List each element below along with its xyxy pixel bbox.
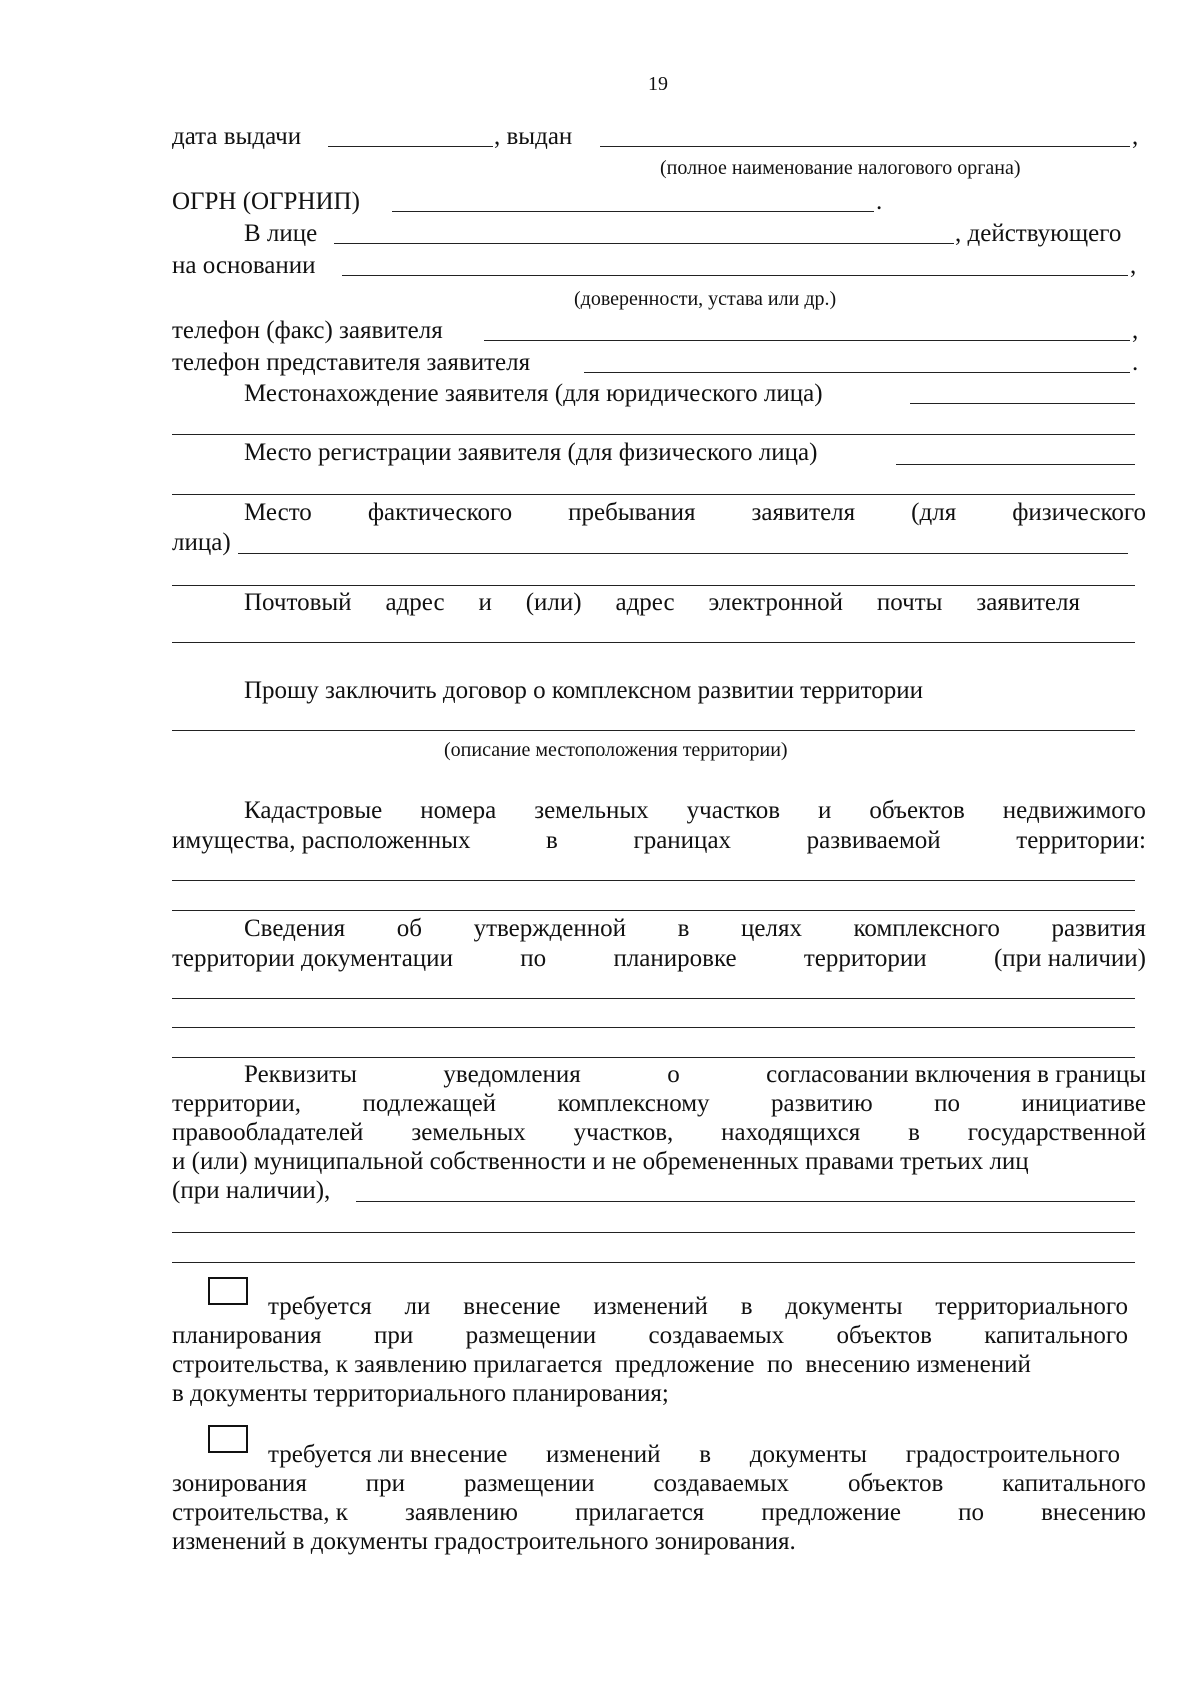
territorial-line-1: требуется ли внесение изменений в документы территориального [268, 1293, 1128, 1320]
notice-line-4: и (или) муниципальной собственности и не обремененных правами третьих лиц [172, 1148, 1029, 1175]
basis-field[interactable] [342, 275, 1128, 276]
issue-date-field[interactable] [328, 146, 493, 147]
legal-location-label: Местонахождение заявителя (для юридического лица) [244, 380, 823, 407]
applicant-phone-comma: , [1132, 317, 1139, 344]
basis-comma: , [1130, 252, 1137, 279]
in-person-field[interactable] [334, 243, 954, 244]
notice-field-1[interactable] [356, 1201, 1135, 1202]
actual-stay-field[interactable] [238, 553, 1128, 554]
actual-stay-field-2[interactable] [172, 585, 1135, 586]
cadastral-field-1[interactable] [172, 880, 1135, 881]
notice-field-2[interactable] [172, 1232, 1135, 1233]
legal-location-field-2[interactable] [172, 434, 1135, 435]
planning-docs-field-1[interactable] [172, 998, 1135, 999]
territorial-line-4: в документы территориального планирования; [172, 1380, 669, 1407]
planning-docs-line-1: Сведения об утвержденной в целях комплексного развития [244, 915, 1146, 942]
zoning-line-4: изменений в документы градостроительного зонирования. [172, 1528, 796, 1555]
issued-by-field[interactable] [600, 146, 1130, 147]
postal-address-field[interactable] [172, 642, 1135, 643]
page-number: 19 [648, 73, 668, 95]
actual-stay-line-1: Место фактического пребывания заявителя (для физического [244, 499, 1146, 526]
territory-description-caption: (описание местоположения территории) [444, 739, 788, 761]
issued-by-comma: , [1132, 123, 1139, 150]
zoning-line-2: зонирования при размещении создаваемых объектов капитального [172, 1470, 1146, 1497]
notice-line-1: Реквизиты уведомления о согласовании включения в границы [244, 1061, 1146, 1088]
applicant-phone-field[interactable] [484, 340, 1130, 341]
representative-phone-label: телефон представителя заявителя [172, 349, 531, 376]
zoning-line-3: строительства, к заявлению прилагается предложение по внесению [172, 1499, 1146, 1526]
issue-date-label: дата выдачи [172, 123, 302, 150]
territory-description-field[interactable] [172, 730, 1135, 731]
planning-docs-field-2[interactable] [172, 1027, 1135, 1028]
actual-stay-line-2: лица) [172, 529, 231, 556]
zoning-line-1: требуется ли внесение изменений в документы градостроительного [268, 1441, 1120, 1468]
registration-label: Место регистрации заявителя (для физического лица) [244, 439, 818, 466]
registration-field-2[interactable] [172, 494, 1135, 495]
cadastral-line-1: Кадастровые номера земельных участков и объектов недвижимого [244, 797, 1146, 824]
ogrn-field[interactable] [392, 211, 874, 212]
applicant-phone-label: телефон (факс) заявителя [172, 317, 443, 344]
representative-phone-field[interactable] [584, 372, 1130, 373]
ogrn-label: ОГРН (ОГРНИП) [172, 188, 360, 215]
notice-line-2: территории, подлежащей комплексному развитию по инициативе [172, 1090, 1146, 1117]
territorial-line-3: строительства, к заявлению прилагается предложение по внесению изменений [172, 1351, 1031, 1378]
acting-suffix: , действующего [955, 220, 1122, 247]
request-text: Прошу заключить договор о комплексном развитии территории [244, 677, 923, 704]
territorial-planning-checkbox[interactable] [208, 1277, 248, 1305]
registration-field[interactable] [896, 464, 1135, 465]
zoning-checkbox[interactable] [208, 1425, 248, 1453]
basis-caption: (доверенности, устава или др.) [574, 288, 837, 310]
tax-authority-caption: (полное наименование налогового органа) [660, 157, 1021, 179]
representative-phone-period: . [1132, 349, 1139, 376]
legal-location-field[interactable] [910, 403, 1135, 404]
issued-by-label: , выдан [494, 123, 573, 150]
ogrn-period: . [876, 188, 883, 215]
planning-docs-line-2: территории документации по планировке территории (при наличии) [172, 945, 1146, 972]
notice-line-3: правообладателей земельных участков, находящихся в государственной [172, 1119, 1146, 1146]
territorial-line-2: планирования при размещении создаваемых объектов капитального [172, 1322, 1128, 1349]
cadastral-line-2: имущества, расположенных в границах развиваемой территории: [172, 827, 1146, 854]
notice-field-3[interactable] [172, 1262, 1135, 1263]
cadastral-field-2[interactable] [172, 910, 1135, 911]
postal-address-label: Почтовый адрес и (или) адрес электронной почты заявителя [244, 589, 1080, 616]
in-person-label: В лице [244, 220, 318, 247]
planning-docs-field-3[interactable] [172, 1057, 1135, 1058]
notice-line-5: (при наличии), [172, 1177, 331, 1204]
basis-label: на основании [172, 252, 316, 279]
